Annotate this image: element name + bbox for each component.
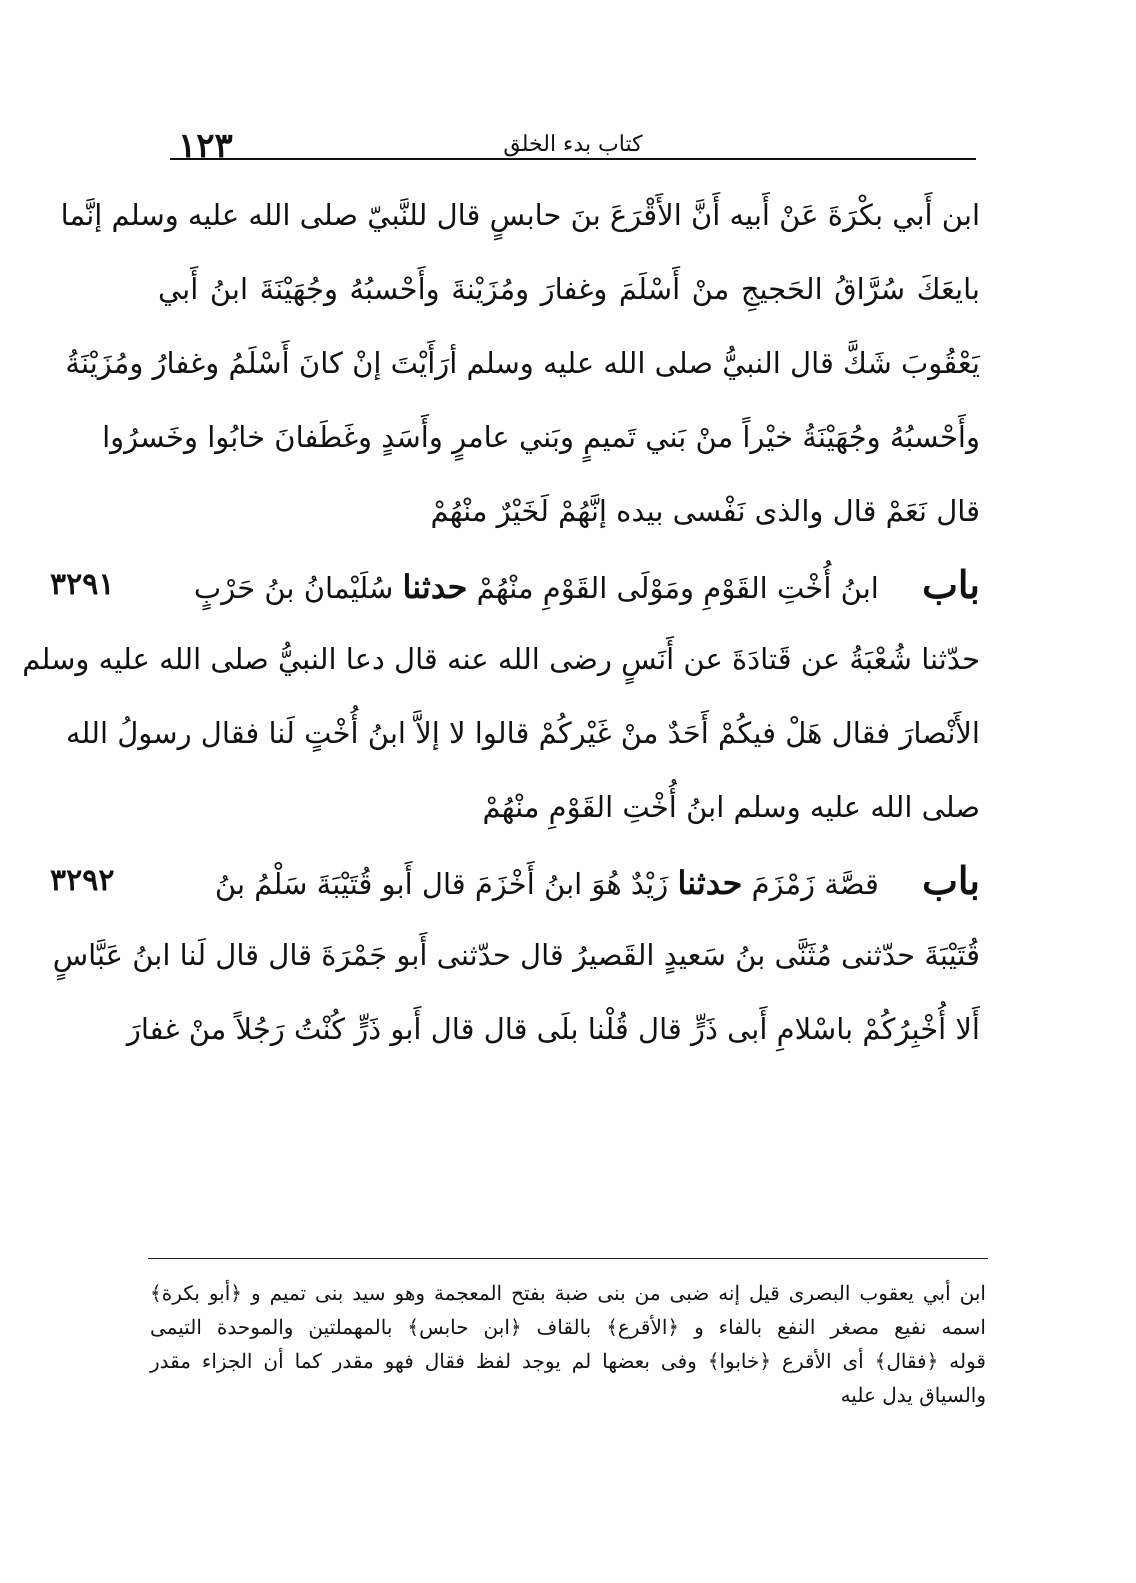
text-fragment: سُلَيْمانُ بنُ حَرْبٍ	[193, 571, 394, 605]
footnote-line: قوله ﴿فقال﴾ أى الأقرع ﴿خابوا﴾ وفى بعضها لم يوجد لفظ فقال فهو مقدر كما أن الجزاء مقدر	[150, 1349, 986, 1373]
text-line: ابن أَبي بكْرَةَ عَنْ أَبيه أَنَّ الأَقْرَعَ بنَ حابسٍ قال للنَّبيّ صلى الله عليه وسلم إنَّما	[60, 198, 980, 232]
chapter-title: ابنُ أُخْتِ القَوْمِ ومَوْلَى القَوْمِ منْهُمْ	[476, 571, 879, 605]
hadith-number: ٣٢٩٢	[50, 863, 115, 898]
header-rule	[170, 158, 976, 160]
text-line: بايعَكَ سُرَّاقُ الحَجيجِ منْ أَسْلَمَ وغفارَ ومُزَيْنةَ وأَحْسبُهُ وجُهَيْنَةَ ابنُ أَبي	[158, 272, 980, 306]
text-line: صلى الله عليه وسلم ابنُ أُخْتِ القَوْمِ منْهُمْ	[482, 790, 980, 824]
footnote-line: والسياق يدل عليه	[840, 1383, 986, 1407]
bab-heading: باب	[922, 858, 980, 903]
haddathana-word: حدثنا	[402, 568, 468, 606]
page-number: ١٢٣	[178, 126, 233, 166]
footnote-line: اسمه نفيع مصغر النفع بالفاء و ﴿الأقرع﴾ بالقاف ﴿ابن حابس﴾ بالمهملتين والموحدة التيمى	[150, 1315, 986, 1339]
text-line: قُتَيْبَةَ حدّثنى مُثَنَّى بنُ سَعيدٍ القَصيرُ قال حدّثنى أَبو جَمْرَةَ قال قال لَنا ابنُ عَبَّاسٍ	[52, 938, 980, 972]
text-line: وأَحْسبُهُ وجُهَيْنَةُ خيْراً منْ بَني تَميمٍ وبَني عامرٍ وأَسَدٍ وغَطَفانَ خابُوا وخَسرُوا	[102, 420, 980, 454]
text-line: أَلا أُخْبِرُكُمْ باسْلامِ أَبى ذَرٍّ قال قُلْنا بلَى قال قال أَبو ذَرٍّ كُنْتُ رَجُلاً منْ غفارَ	[126, 1012, 980, 1046]
running-title: كتاب بدء الخلق	[503, 132, 643, 157]
chapter-title: قصَّة زَمْزَمَ	[751, 867, 879, 901]
footnote-rule	[148, 1258, 988, 1259]
footnote-line: ابن أبي يعقوب البصرى قيل إنه ضبى من بنى ضبة بفتح المعجمة وهو سيد بنى تميم و ﴿أبو بكرة﴾	[150, 1281, 986, 1305]
chapter-heading-line	[158, 856, 980, 906]
text-line: الأَنْصارَ فقال هَلْ فيكُمْ أَحَدٌ منْ غَيْركُمْ قالوا لا إلاَّ ابنُ أُخْتٍ لَنا فقال رسولُ الله	[65, 716, 980, 750]
text-line: يَعْقُوبَ شَكَّ قال النبيُّ صلى الله عليه وسلم أرَأَيْتَ إنْ كانَ أَسْلَمُ وغفارُ ومُزَيْنَةُ	[65, 346, 980, 380]
chapter-heading-line	[158, 560, 980, 610]
text-line: قال نَعَمْ قال والذى نَفْسى بيده إنَّهُمْ لَخَيْرٌ منْهُمْ	[430, 494, 980, 528]
hadith-number: ٣٢٩١	[50, 567, 115, 602]
bab-heading: باب	[922, 562, 980, 607]
text-fragment: زَيْدٌ هُوَ ابنُ أَخْزَمَ قال أَبو قُتَيْبَةَ سَلْمُ بنُ	[214, 867, 669, 901]
page-header	[170, 120, 976, 166]
haddathana-word: حدثنا	[677, 864, 743, 902]
text-line: حدّثنا شُعْبَةُ عن قَتادَةَ عن أَنَسٍ رضى الله عنه قال دعا النبيُّ صلى الله عليه وسلم	[22, 642, 980, 676]
